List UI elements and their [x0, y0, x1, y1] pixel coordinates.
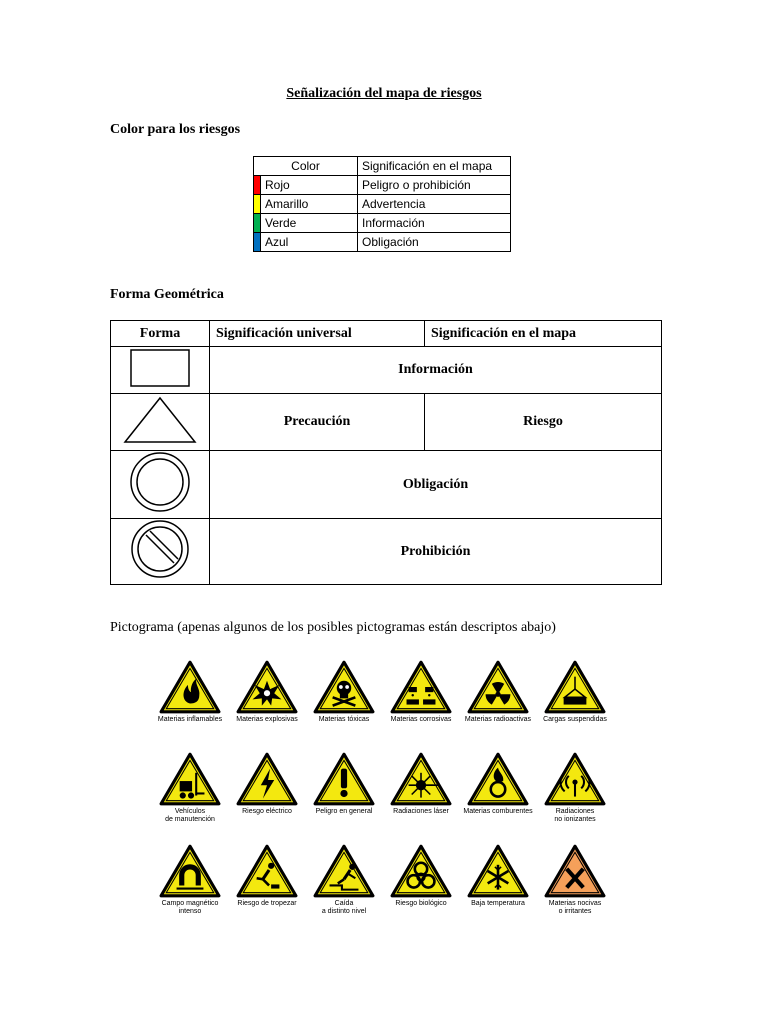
shape-section-heading: Forma Geométrica — [110, 287, 224, 302]
pictogram-item — [458, 660, 538, 724]
color-row — [254, 176, 511, 195]
color-meaning: Obligación — [358, 233, 511, 252]
pictogram-item — [150, 752, 230, 824]
pictogram-item — [381, 844, 461, 908]
pictogram-label: Materias nocivas o irritantes — [548, 900, 602, 915]
laser-icon — [390, 752, 452, 806]
pictogram-label: Campo magnético intenso — [161, 900, 219, 915]
shape-row — [111, 519, 662, 585]
pictogram-item — [227, 660, 307, 724]
color-meaning: Peligro o prohibición — [358, 176, 511, 195]
meaning-header: Significación en el mapa — [358, 157, 511, 176]
pictogram-item — [381, 752, 461, 816]
shape-cell — [111, 347, 210, 394]
pictogram-item — [458, 752, 538, 816]
pictogram-section-heading: Pictograma (apenas algunos de los posibles pictogramas están descriptos abajo) — [110, 620, 556, 635]
shape-header: Forma — [111, 321, 210, 347]
shape-map: Riesgo — [425, 394, 662, 451]
rectangle-icon — [129, 348, 191, 388]
pictogram-item — [381, 660, 461, 724]
color-name: Azul — [261, 233, 358, 252]
shape-meaning: Información — [210, 347, 662, 394]
pictogram-label: Vehículos de manutención — [165, 808, 215, 823]
pictogram-item — [535, 752, 615, 824]
page-title: Señalización del mapa de riesgos — [286, 86, 482, 101]
pictogram-grid — [150, 660, 630, 930]
prohibition-icon — [128, 519, 192, 579]
color-name: Rojo — [261, 176, 358, 195]
pictogram-item — [150, 844, 230, 916]
color-meaning: Información — [358, 214, 511, 233]
pictogram-item — [304, 844, 384, 916]
snowflake-icon — [467, 844, 529, 898]
color-table-header — [254, 157, 511, 176]
shape-table-header — [111, 321, 662, 347]
pictogram-item — [304, 752, 384, 816]
color-header: Color — [254, 157, 358, 176]
magnet-icon — [159, 844, 221, 898]
color-name: Amarillo — [261, 195, 358, 214]
circle-icon — [128, 451, 192, 513]
color-swatch — [254, 195, 261, 214]
shape-meaning: Prohibición — [210, 519, 662, 585]
color-row — [254, 233, 511, 252]
shape-table — [110, 320, 662, 585]
shape-cell — [111, 519, 210, 585]
oxidizer-icon — [467, 752, 529, 806]
pictogram-item — [535, 660, 615, 724]
shape-universal: Precaución — [210, 394, 425, 451]
pictogram-label: Riesgo eléctrico — [242, 808, 292, 815]
shape-row — [111, 451, 662, 519]
pictogram-label: Cargas suspendidas — [543, 716, 607, 723]
harmful-icon — [544, 844, 606, 898]
color-row — [254, 214, 511, 233]
pictogram-label: Materias corrosivas — [390, 716, 452, 723]
pictogram-label: Riesgo de tropezar — [237, 900, 297, 907]
pictogram-label: Materias explosivas — [236, 716, 298, 723]
pictogram-label: Baja temperatura — [471, 900, 525, 907]
flame-icon — [159, 660, 221, 714]
color-table — [253, 156, 511, 252]
shape-meaning: Obligación — [210, 451, 662, 519]
explosion-icon — [236, 660, 298, 714]
pictogram-label: Radiaciones no ionizantes — [554, 808, 596, 823]
shape-row — [111, 394, 662, 451]
triangle-icon — [122, 395, 198, 445]
color-swatch — [254, 233, 261, 252]
shape-cell — [111, 451, 210, 519]
pictogram-item — [150, 660, 230, 724]
pictogram-item — [227, 844, 307, 908]
pictogram-label: Caída a distinto nivel — [321, 900, 367, 915]
shape-cell — [111, 394, 210, 451]
pictogram-label: Peligro en general — [315, 808, 373, 815]
exclamation-icon — [313, 752, 375, 806]
pictogram-label: Materias comburentes — [463, 808, 533, 815]
pictogram-item — [458, 844, 538, 908]
shape-row — [111, 347, 662, 394]
skull-icon — [313, 660, 375, 714]
color-swatch — [254, 214, 261, 233]
trip-icon — [236, 844, 298, 898]
fall-icon — [313, 844, 375, 898]
color-row — [254, 195, 511, 214]
pictogram-item — [535, 844, 615, 916]
pictogram-label: Materias tóxicas — [318, 716, 370, 723]
universal-header: Significación universal — [210, 321, 425, 347]
color-swatch — [254, 176, 261, 195]
non-ionizing-icon — [544, 752, 606, 806]
pictogram-label: Materias radioactivas — [464, 716, 532, 723]
pictogram-label: Radiaciones láser — [393, 808, 449, 815]
suspended-load-icon — [544, 660, 606, 714]
pictogram-label: Riesgo biológico — [395, 900, 447, 907]
forklift-icon — [159, 752, 221, 806]
pictogram-item — [227, 752, 307, 816]
pictogram-label: Materias inflamables — [157, 716, 223, 723]
corrosion-icon — [390, 660, 452, 714]
pictogram-item — [304, 660, 384, 724]
lightning-icon — [236, 752, 298, 806]
radiation-icon — [467, 660, 529, 714]
color-section-heading: Color para los riesgos — [110, 122, 241, 137]
map-header: Significación en el mapa — [425, 321, 662, 347]
biohazard-icon — [390, 844, 452, 898]
color-meaning: Advertencia — [358, 195, 511, 214]
color-name: Verde — [261, 214, 358, 233]
